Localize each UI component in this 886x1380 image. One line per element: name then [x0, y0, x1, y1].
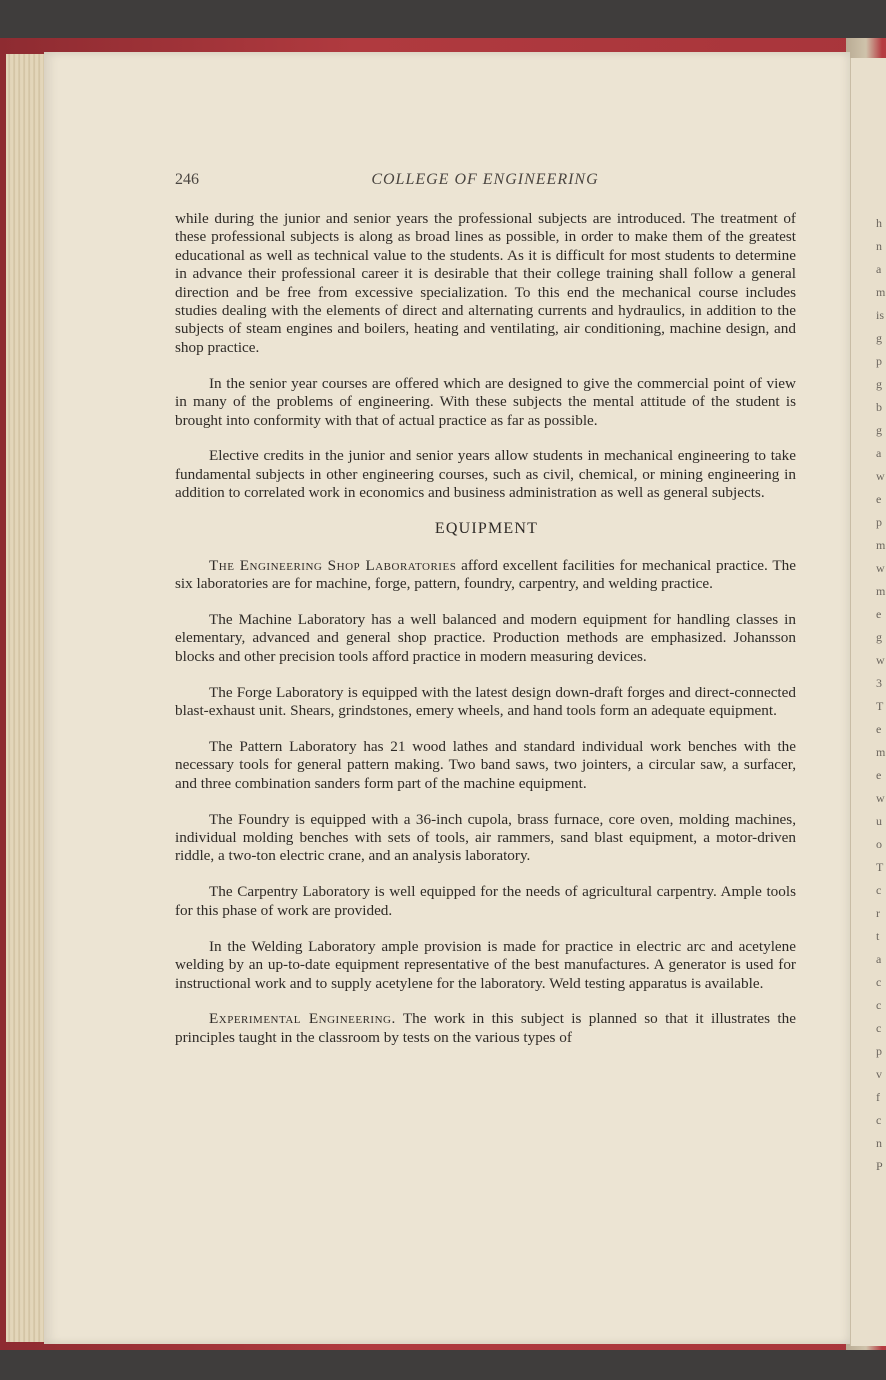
facing-page-fragment: T — [876, 699, 884, 713]
facing-page-fragment: T — [876, 860, 884, 874]
paragraph: The Machine Laboratory has a well balanced and modern equipment for handling classes in elementary, advanced and general shop practice. Production methods are emphasized. Johansson blocks and other precision tools afford practice in modern measuring devices. — [175, 610, 796, 665]
facing-page-fragment: c — [876, 1021, 882, 1035]
paragraph: In the senior year courses are offered which are designed to give the commercial point of view in many of the problems of engineering. With these subjects the mental attitude of the student is brought into conformity with that of actual practice as far as possible. — [175, 374, 796, 429]
facing-page-fragment: p — [876, 354, 882, 368]
paragraph: Elective credits in the junior and senior years allow students in mechanical engineering to take fundamental subjects in other engineering courses, such as civil, chemical, or mining engineering in addition to correlated work in economics and business administration as well as general subjects. — [175, 447, 796, 502]
facing-page-fragment: n — [876, 1136, 882, 1150]
facing-page-fragment: n — [876, 239, 882, 253]
facing-page-fragment: a — [876, 262, 882, 276]
running-header — [175, 171, 795, 193]
facing-page-fragment: g — [876, 630, 882, 644]
page-number: 246 — [175, 171, 199, 188]
facing-page-fragment: p — [876, 515, 882, 529]
section-heading: EQUIPMENT — [434, 520, 539, 538]
facing-page-fragment: e — [876, 722, 882, 736]
facing-page-fragment: w — [876, 469, 885, 483]
facing-page-fragment: m — [876, 745, 886, 759]
paragraph: The Carpentry Laboratory is well equipped for the needs of agricultural carpentry. Ample tools for this phase of work are provided. — [175, 883, 796, 919]
facing-page-fragment: c — [876, 1113, 882, 1127]
paragraph-text: The work in this subject is planned so that it illustrates the principles taught in the classroom by tests on the various types of — [175, 1010, 796, 1046]
paragraph — [175, 557, 796, 594]
paragraph-text: afford excellent facilities for mechanical practice. The six laboratories are for machine, forge, pattern, foundry, carpentry, and welding practice. — [175, 556, 796, 592]
facing-page-fragment: w — [876, 791, 885, 805]
facing-page-fragment: 3 — [876, 676, 882, 690]
paragraph-lead-smallcaps: Experimental Engineering. — [209, 1010, 396, 1028]
facing-page-fragment: m — [876, 584, 886, 598]
facing-page-fragment: r — [876, 906, 880, 920]
facing-page-fragment: t — [876, 929, 880, 943]
paragraph: The Pattern Laboratory has 21 wood lathes and standard individual work benches with the necessary tools for general pattern making. Two band saws, two jointers, a circular saw, a surfacer, and three combination sanders form part of the machine equipment. — [175, 737, 796, 792]
facing-page-fragment: m — [876, 538, 886, 552]
facing-page-fragment: g — [876, 423, 882, 437]
facing-page-fragment: u — [876, 814, 882, 828]
paragraph — [175, 1010, 796, 1047]
facing-page-fragment: b — [876, 400, 882, 414]
facing-page-fragment: a — [876, 952, 882, 966]
paragraph-lead-smallcaps: The Engineering Shop Laboratories — [209, 556, 457, 574]
paragraph: while during the junior and senior years the professional subjects are introduced. The treatment of these professional subjects is along as broad lines as possible, in order to make them of the greatest educational as well as technical value to the students. As it is difficult for most students to determine in advance their professional career it is desirable that their college training shall follow a general direction and be free from excessive specialization. To this end the mechanical course includes studies dealing with the elements of direct and alternating currents and hydraulics, in addition to the subjects of steam engines and boilers, heating and ventilating, air conditioning, machine design, and shop practice. — [175, 210, 796, 356]
facing-page-fragment: o — [876, 837, 882, 851]
paragraph: The Forge Laboratory is equipped with the latest design down-draft forges and direct-connected blast-exhaust unit. Shears, grindstones, emery wheels, and hand tools form an adequate equipment. — [175, 683, 796, 720]
facing-page-fragment: a — [876, 446, 882, 460]
paragraph: In the Welding Laboratory ample provision is made for practice in electric arc and acetylene welding by an up-to-date equipment representative of the best manufactures. A generator is used for instructional work and to supply acetylene for the laboratory. Weld testing apparatus is available. — [175, 937, 796, 992]
facing-page-fragment: p — [876, 1044, 882, 1058]
facing-page-fragment: g — [876, 331, 882, 345]
facing-page-fragment: e — [876, 492, 882, 506]
facing-page-fragment: e — [876, 607, 882, 621]
facing-page-fragment: is — [876, 308, 885, 322]
facing-page-fragment: f — [876, 1090, 880, 1104]
facing-page-fragment: w — [876, 653, 885, 667]
facing-page-fragment: v — [876, 1067, 882, 1081]
facing-page-fragment: e — [876, 768, 882, 782]
page-body — [175, 210, 796, 1065]
facing-page-fragment: w — [876, 561, 885, 575]
running-head-title: COLLEGE OF ENGINEERING — [371, 171, 599, 188]
paragraph: The Foundry is equipped with a 36-inch cupola, brass furnace, core oven, molding machines, individual molding benches with sets of tools, air rammers, sand blast equipment, a motor-driven riddle, a two-ton electric crane, and an analysis laboratory. — [175, 810, 796, 865]
facing-page-fragment: h — [876, 216, 882, 230]
facing-page-fragment: c — [876, 883, 882, 897]
facing-page-fragment: c — [876, 975, 882, 989]
facing-page-sliver — [850, 58, 886, 1346]
facing-page-fragment: g — [876, 377, 882, 391]
facing-page-fragment: m — [876, 285, 886, 299]
facing-page-fragment: P — [876, 1159, 883, 1173]
facing-page-fragment: c — [876, 998, 882, 1012]
